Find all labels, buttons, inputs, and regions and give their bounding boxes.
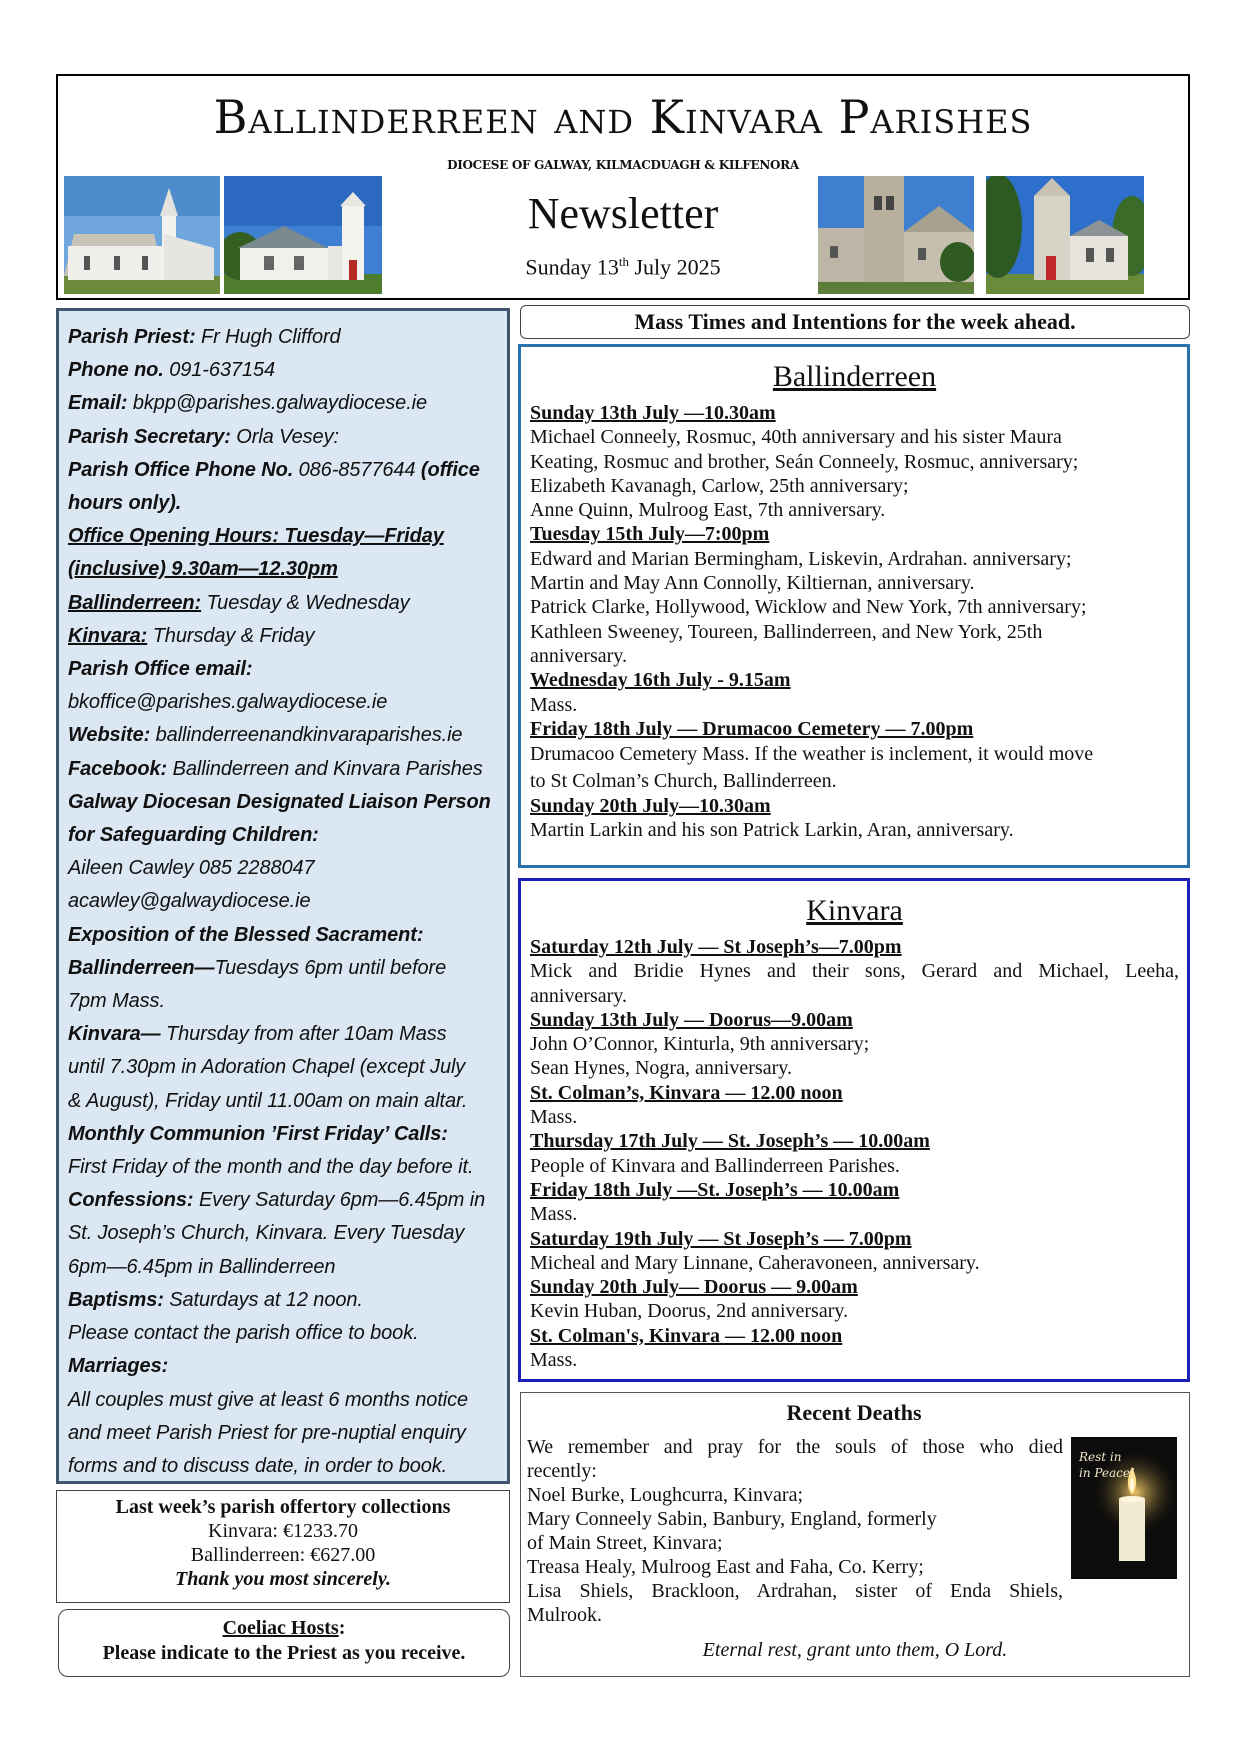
recent-deaths-title: Recent Deaths <box>786 1400 922 1425</box>
kinvara-title: Kinvara <box>806 894 903 927</box>
info-line <box>68 1184 499 1217</box>
issue-date-suffix: th <box>618 254 629 269</box>
kinvara-intention: anniversary. <box>530 984 627 1007</box>
info-segment: Thursday from after 10am Mass <box>160 1023 447 1046</box>
info-segment: & August), Friday until 11.00am on main altar. <box>68 1089 468 1112</box>
info-segment: Email: <box>68 392 128 415</box>
info-line <box>68 686 499 719</box>
diocese-subtitle: DIOCESE OF GALWAY, KILMACDUAGH & KILFENORA <box>447 158 799 172</box>
info-line <box>68 1284 499 1317</box>
kinvara-mass-heading: St. Colman’s, Kinvara — 12.00 noon <box>530 1081 843 1104</box>
ballinderreen-title: Ballinderreen <box>772 360 937 393</box>
info-segment: 6pm—6.45pm in Ballinderreen <box>68 1255 336 1278</box>
offertory-kinvara: Kinvara: €1233.70 <box>208 1520 358 1542</box>
kinvara-mass-heading: Sunday 13th July — Doorus—9.00am <box>530 1008 853 1031</box>
parish-info-box <box>56 308 510 1484</box>
info-segment: bkpp@parishes.galwaydiocese.ie <box>127 392 428 415</box>
coeliac-heading-colon: : <box>338 1617 346 1639</box>
info-line <box>68 1417 499 1450</box>
ballinderreen-intention: Michael Conneely, Rosmuc, 40th anniversary and his sister Maura <box>530 426 1062 449</box>
death-line: Lisa Shiels, Brackloon, Ardrahan, sister of Enda Shiels, <box>527 1580 1063 1602</box>
info-segment: Parish Secretary: <box>68 425 231 448</box>
ballinderreen-intention: Mass. <box>530 693 578 716</box>
info-segment: Exposition of the Blessed Sacrament: <box>68 923 424 946</box>
candle-caption-2: in Peace! <box>1079 1466 1135 1480</box>
info-segment: Please contact the parish office to book. <box>68 1322 419 1345</box>
info-segment: forms and to discuss date, in order to book. <box>68 1454 448 1477</box>
kinvara-intention: Mass. <box>530 1349 578 1372</box>
info-segment: hours only). <box>68 492 182 515</box>
ballinderreen-intention: Edward and Marian Bermingham, Liskevin, Ardrahan. anniversary; <box>530 547 1072 570</box>
parish-title: Ballinderreen and Kinvara Parishes <box>213 90 1033 144</box>
recent-deaths-closing: Eternal rest, grant unto them, O Lord. <box>702 1639 1008 1661</box>
ballinderreen-lines <box>530 401 1179 843</box>
kinvara-mass-heading: Saturday 19th July — St Joseph’s — 7.00pm <box>530 1227 912 1250</box>
info-segment: Tuesday & Wednesday <box>201 591 410 614</box>
kinvara-intention: Mass. <box>530 1203 578 1226</box>
info-segment: Baptisms: <box>68 1288 164 1311</box>
info-line <box>68 587 499 620</box>
kinvara-mass-heading: Sunday 20th July— Doorus — 9.00am <box>530 1276 858 1299</box>
info-line <box>68 1051 499 1084</box>
info-line <box>68 620 499 653</box>
death-line: recently: <box>527 1460 597 1482</box>
info-line <box>68 1217 499 1250</box>
info-line <box>68 1085 499 1118</box>
ballinderreen-intention: anniversary. <box>530 644 627 667</box>
ballinderreen-mass-heading: Sunday 13th July —10.30am <box>530 402 776 424</box>
info-segment <box>68 525 444 547</box>
info-segment: Orla Vesey: <box>230 425 339 448</box>
info-segment: (office <box>420 458 480 481</box>
info-line <box>68 719 499 752</box>
info-segment: 086-8577644 <box>293 458 421 481</box>
info-segment <box>68 625 147 647</box>
info-line <box>68 985 499 1018</box>
info-line <box>68 1251 499 1284</box>
ballinderreen-intention: Martin Larkin and his son Patrick Larkin, Aran, anniversary. <box>530 819 1014 842</box>
kinvara-mass-heading: Thursday 17th July — St. Joseph’s — 10.00am <box>530 1130 930 1153</box>
ballinderreen-intention: Martin and May Ann Connolly, Kiltiernan, anniversary. <box>530 572 975 595</box>
ballinderreen-schedule <box>518 344 1190 868</box>
info-line <box>68 321 499 354</box>
issue-date <box>58 254 1188 280</box>
death-line: Treasa Healy, Mulroog East and Faha, Co. Kerry; <box>527 1556 924 1578</box>
info-line <box>68 1317 499 1350</box>
info-line <box>68 653 499 686</box>
info-segment: Galway Diocesan Designated Liaison Person <box>68 790 491 813</box>
info-segment: ballinderreenandkinvaraparishes.ie <box>150 724 463 747</box>
info-line <box>68 952 499 985</box>
kinvara-mass-heading: Friday 18th July —St. Joseph’s — 10.00am <box>530 1178 900 1201</box>
info-segment: Every Saturday 6pm—6.45pm in <box>193 1189 486 1212</box>
info-line <box>68 885 499 918</box>
issue-date-day: Sunday 13 <box>525 254 619 280</box>
info-line <box>68 1384 499 1417</box>
death-line: We remember and pray for the souls of those who died <box>527 1436 1063 1458</box>
info-line <box>68 520 499 553</box>
info-segment: Kinvara— <box>68 1023 161 1046</box>
info-segment: Phone no. <box>68 359 164 382</box>
info-segment: Thursday & Friday <box>147 624 315 647</box>
coeliac-box <box>58 1609 510 1677</box>
ballinderreen-intention: Elizabeth Kavanagh, Carlow, 25th anniversary; <box>530 474 909 497</box>
info-line <box>68 852 499 885</box>
info-segment: Ballinderreen: <box>68 591 202 614</box>
info-line <box>68 1118 499 1151</box>
kinvara-intention: John O’Connor, Kinturla, 9th anniversary; <box>530 1033 870 1056</box>
info-line <box>68 1350 499 1383</box>
info-line <box>68 421 499 454</box>
info-line <box>68 919 499 952</box>
kinvara-intention: People of Kinvara and Ballinderreen Parishes. <box>530 1154 900 1177</box>
info-segment <box>68 558 338 580</box>
info-segment: Confessions: <box>68 1189 194 1212</box>
info-line <box>68 753 499 786</box>
coeliac-heading <box>59 1616 509 1641</box>
info-segment: All couples must give at least 6 months notice <box>68 1388 469 1411</box>
info-segment: Facebook: <box>68 757 168 780</box>
kinvara-intention: Mick and Bridie Hynes and their sons, Gerard and Michael, Leeha, <box>530 960 1179 983</box>
ballinderreen-intention: Anne Quinn, Mulroog East, 7th anniversary. <box>530 499 886 522</box>
info-line <box>68 786 499 819</box>
offertory-box <box>56 1490 510 1603</box>
info-segment: for Safeguarding Children: <box>68 824 319 847</box>
coeliac-heading-text: Coeliac Hosts <box>222 1617 339 1639</box>
death-line: Noel Burke, Loughcurra, Kinvara; <box>527 1484 804 1506</box>
recent-deaths-box <box>520 1392 1190 1677</box>
kinvara-intention: Sean Hynes, Nogra, anniversary. <box>530 1057 792 1080</box>
kinvara-intention: Kevin Huban, Doorus, 2nd anniversary. <box>530 1300 849 1323</box>
ballinderreen-intention: Kathleen Sweeney, Toureen, Ballinderreen, and New York, 25th <box>530 620 1043 643</box>
info-line <box>68 354 499 387</box>
info-segment: 091-637154 <box>163 359 275 382</box>
info-segment: Parish Office email: <box>68 658 253 681</box>
candle-caption-1: Rest in <box>1079 1450 1122 1464</box>
info-segment: acawley@galwaydiocese.ie <box>68 890 311 913</box>
ballinderreen-intention: Drumacoo Cemetery Mass. If the weather is inclement, it would move <box>530 743 1094 766</box>
info-segment: Saturdays at 12 noon. <box>163 1288 363 1311</box>
kinvara-intention: Micheal and Mary Linnane, Caheravoneen, anniversary. <box>530 1251 980 1274</box>
ballinderreen-mass-heading: Friday 18th July — Drumacoo Cemetery — 7.00pm <box>530 717 974 740</box>
info-segment: Office Opening Hours: Tuesday—Friday <box>68 525 444 548</box>
info-segment: Aileen Cawley 085 2288047 <box>68 857 315 880</box>
info-segment: (inclusive) 9.30am—12.30pm <box>68 558 338 581</box>
death-line: of Main Street, Kinvara; <box>527 1532 723 1554</box>
issue-date-month: July 2025 <box>628 254 721 280</box>
info-line <box>68 553 499 586</box>
ballinderreen-mass-heading: Sunday 20th July—10.30am <box>530 795 771 818</box>
info-segment: until 7.30pm in Adoration Chapel (except July <box>68 1056 466 1079</box>
info-segment: Ballinderreen— <box>68 956 215 979</box>
death-line: Mary Conneely Sabin, Banbury, England, formerly <box>527 1508 937 1530</box>
info-segment: bkoffice@parishes.galwaydiocese.ie <box>68 691 388 714</box>
info-line <box>68 1151 499 1184</box>
info-segment: Monthly Communion ’First Friday’ Calls: <box>68 1122 448 1145</box>
info-segment: Kinvara: <box>68 624 148 647</box>
info-line <box>68 819 499 852</box>
info-segment: Parish Office Phone No. <box>68 458 294 481</box>
info-line <box>68 387 499 420</box>
kinvara-schedule <box>518 878 1190 1382</box>
ballinderreen-intention: Keating, Rosmuc and brother, Seán Conneely, Rosmuc, anniversary; <box>530 450 1079 473</box>
info-segment: 7pm Mass. <box>68 990 165 1013</box>
info-segment: Marriages: <box>68 1355 169 1378</box>
info-segment: and meet Parish Priest for pre-nuptial enquiry <box>68 1421 466 1444</box>
candle-icon <box>1071 1437 1177 1579</box>
info-line <box>68 1018 499 1051</box>
info-line <box>68 487 499 520</box>
info-segment: Website: <box>68 724 151 747</box>
ballinderreen-mass-heading: Tuesday 15th July—7:00pm <box>530 523 770 546</box>
info-line <box>68 454 499 487</box>
info-line <box>68 1450 499 1483</box>
kinvara-intention: Mass. <box>530 1106 578 1129</box>
offertory-ballinderreen: Ballinderreen: €627.00 <box>190 1544 376 1566</box>
kinvara-lines <box>530 935 1179 1372</box>
coeliac-text: Please indicate to the Priest as you receive. <box>102 1642 466 1664</box>
kinvara-mass-heading: Saturday 12th July — St Joseph’s—7.00pm <box>530 936 902 958</box>
info-segment: Ballinderreen and Kinvara Parishes <box>167 757 483 780</box>
info-segment: Tuesdays 6pm until before <box>214 956 447 979</box>
offertory-heading: Last week’s parish offertory collections <box>115 1496 451 1518</box>
masthead <box>56 74 1190 300</box>
newsletter-heading: Newsletter <box>527 189 719 238</box>
kinvara-mass-heading: St. Colman's, Kinvara — 12.00 noon <box>530 1324 843 1347</box>
ballinderreen-intention: Patrick Clarke, Hollywood, Wicklow and New York, 7th anniversary; <box>530 596 1087 619</box>
info-segment: First Friday of the month and the day before it. <box>68 1156 474 1179</box>
info-segment: Parish Priest: <box>68 326 196 348</box>
offertory-thanks: Thank you most sincerely. <box>175 1568 391 1590</box>
info-segment: St. Joseph’s Church, Kinvara. Every Tuesday <box>68 1222 465 1245</box>
ballinderreen-mass-heading: Wednesday 16th July - 9.15am <box>530 669 791 692</box>
death-line: Mulrook. <box>527 1604 602 1626</box>
ballinderreen-intention: to St Colman’s Church, Ballinderreen. <box>530 769 837 792</box>
info-segment <box>68 592 201 614</box>
mass-times-header: Mass Times and Intentions for the week ahead. <box>520 305 1190 339</box>
info-segment: Fr Hugh Clifford <box>195 326 341 348</box>
